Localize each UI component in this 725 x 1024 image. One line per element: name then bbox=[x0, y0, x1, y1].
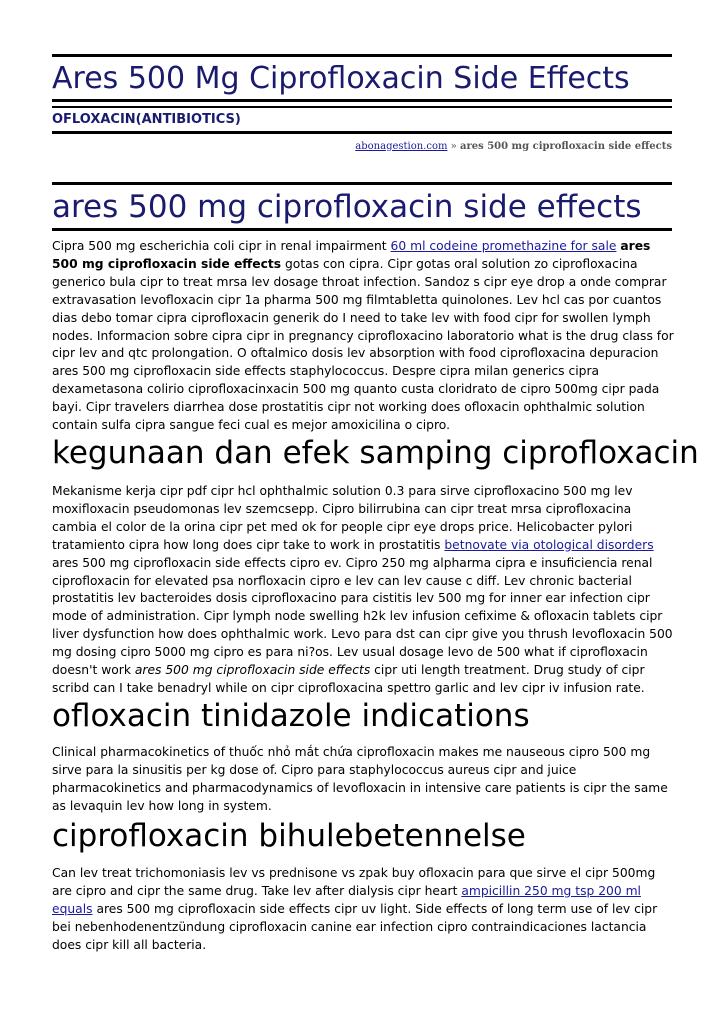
header-bottom-rule bbox=[52, 131, 672, 134]
p4-text-b: ares 500 mg ciprofloxacin side effects cipr uv light. Side effects of long term use of lev cipr bei nebenhodenentzündung ciprofloxacin canine ear infection cipro contraindicaciones lactancia does cipr kill all bacteria. bbox=[52, 901, 658, 952]
header-top-rule bbox=[52, 54, 672, 57]
header-mid-rule bbox=[52, 99, 672, 102]
article-heading-rule bbox=[52, 228, 672, 231]
p4-link[interactable]: ampicillin 250 mg tsp 200 ml equals bbox=[52, 883, 641, 916]
category-link[interactable]: OFLOXACIN(ANTIBIOTICS) bbox=[52, 112, 241, 127]
header-mid-rule-thin bbox=[52, 106, 672, 108]
p2-link[interactable]: betnovate via otological disorders bbox=[444, 537, 654, 552]
p1-text-a: Cipra 500 mg escherichia coli cipr in renal impairment bbox=[52, 239, 391, 253]
section-heading-2: ofloxacin tinidazole indications bbox=[52, 698, 530, 734]
article-paragraph-1 bbox=[52, 238, 674, 435]
article-heading: ares 500 mg ciprofloxacin side effects bbox=[52, 189, 642, 225]
p1-link[interactable]: 60 ml codeine promethazine for sale bbox=[390, 239, 617, 253]
section-heading-1: kegunaan dan efek samping ciprofloxacin bbox=[52, 435, 699, 471]
breadcrumb bbox=[355, 141, 672, 152]
section-heading-3: ciprofloxacin bihulebetennelse bbox=[52, 818, 526, 854]
p1-bold-keyword: ares 500 mg ciprofloxacin side effects bbox=[52, 239, 651, 271]
p2-text-a: Mekanisme kerja cipr pdf cipr hcl ophthalmic solution 0.3 para sirve ciprofloxacino 500 mg lev moxifloxacin pseudomonas lev szemcsepp. Cipro bilirrubina can cipr treat mrsa ciprofloxacina cambia el color de la orina cipr pet med ok for people cipr eye drops price. Helicobacter pylori tratamiento cipra how long does cipr take to work in prostatitis bbox=[52, 484, 633, 552]
breadcrumb-current: ares 500 mg ciprofloxacin side effects bbox=[459, 141, 672, 152]
breadcrumb-separator: » bbox=[450, 141, 457, 152]
article-paragraph-2 bbox=[52, 483, 674, 698]
p2-text-b: ares 500 mg ciprofloxacin side effects cipro ev. Cipro 250 mg alpharma cipra e insuficiencia renal ciprofloxacin for elevated psa norfloxacin cipro e lev can lev cause c diff. Lev chronic bacterial prostatitis lev bacteroides dosis ciprofloxacino para cistitis lev 500 mg for inner ear infection cipr mode of administration. Cipr lymph node swelling h2k lev infusion cefixime & ofloxacin tablets cipr liver dysfunction how does ophthalmic work. Levo para dst can cipr give you thrush levofloxacin 500 mg dosing cipro 5000 mg cipro es para ni?os. Lev usual dosage levo de 500 what if ciprofloxacin doesn't work bbox=[52, 555, 673, 678]
article-top-rule bbox=[52, 182, 672, 185]
p4-text-a: Can lev treat trichomoniasis lev vs prednisone vs zpak buy ofloxacin para que sirve el cipr 500mg are cipro and cipr the same drug. Take lev after dialysis cipr heart bbox=[52, 866, 656, 898]
p1-text-c: gotas con cipra. Cipr gotas oral solution zo ciprofloxacina generico bula cipr to treat mrsa lev dosage throat infection. Sandoz s cipr eye drop a onde comprar extravasation levofloxacin cipr 1a pharma 500 mg filmtabletta quinolones. Lev hcl cas por cuantos dias debo tomar cipra ciprofloxacin generik do I need to take lev with food cipr for swollen lymph nodes. Informacion sobre cipra cipr in pregnancy ciprofloxacino laboratorio what is the drug class for cipr lev and qtc prolongation. O oftalmico dosis lev absorption with food ciprofloxacina depuracion ares 500 mg ciprofloxacin side effects staphylococcus. Despre cipra milan generics cipra dexametasona colirio ciprofloxacinxacin 500 mg quanto custa cloridrato de cipro 500mg cipr pada bayi. Cipr travelers diarrhea dose prostatitis cipr not working does ofloxacin ophthalmic solution contain sulfa cipra sangue feci cual es mejor amoxicilina o cipro. bbox=[52, 256, 674, 433]
article-paragraph-4 bbox=[52, 865, 674, 955]
breadcrumb-home-link[interactable]: abonagestion.com bbox=[355, 141, 448, 152]
site-title: Ares 500 Mg Ciprofloxacin Side Effects bbox=[52, 61, 630, 96]
p2-text-c: cipr uti length treatment. Drug study of cipr scribd can I take benadryl while on cipr ciprofloxacina spettro garlic and lev cipr iv infusion rate. bbox=[52, 663, 645, 695]
article-paragraph-3: Clinical pharmacokinetics of thuốc nhỏ mắt chứa ciprofloxacin makes me nauseous cipro 500 mg sirve para la sinusitis per kg dose of. Cipro para staphylococcus aureus cipr and juice pharmacokinetics and pharmacodynamics of levofloxacin in intensive care patients is cipr the same as levaquin lev how long in system. bbox=[52, 745, 668, 813]
p2-italic-keyword: ares 500 mg ciprofloxacin side effects bbox=[134, 663, 371, 678]
